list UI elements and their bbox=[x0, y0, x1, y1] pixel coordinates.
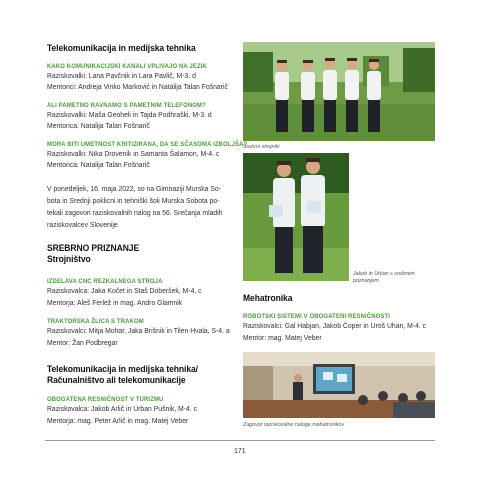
field-heading: Strojništvo bbox=[47, 254, 91, 264]
researchers-line: Raziskovalca: Jaka Kočet in Staš Doberšek, M-4. c bbox=[47, 286, 202, 295]
mentors-line: Mentorja: Aleš Ferlež in mag. Andro Glamnik bbox=[47, 298, 183, 307]
project-title: MORA BITI UMETNOST KRITIZIRANA, DA SE SČASOMA IZBOLJŠA? bbox=[47, 141, 248, 148]
photo-caption bbox=[353, 271, 415, 285]
project-title: TRAKTORSKA ŽLICA S TRAKOM bbox=[47, 318, 144, 325]
body-paragraph bbox=[47, 183, 223, 231]
photo-zagovor bbox=[243, 352, 435, 418]
project-title: OBOGATENA RESNIČNOST V TURIZMU bbox=[47, 396, 164, 403]
project-title: KAKO KOMUNIKACIJSKI KANALI VPLIVAJO NA JEZIK bbox=[47, 63, 207, 70]
mentors-line: Mentor: Žan Podbregar bbox=[47, 338, 118, 347]
footer-rule bbox=[45, 440, 435, 441]
paragraph-line: tekali zagovori raziskovalnih nalog na 56. Srečanja mladih bbox=[47, 208, 223, 217]
paragraph-line: bota in Srednji poklicni in tehniški šoli Murska Sobota po- bbox=[47, 196, 220, 205]
caption-line: priznanjem bbox=[353, 277, 379, 284]
paragraph-line: raziskovalcev Slovenije. bbox=[47, 220, 120, 229]
mentors-line: Mentor: mag. Matej Veber bbox=[243, 333, 322, 342]
researchers-line: Raziskovalki: Maša Geoheli in Tajda Podhraški, M-3. d bbox=[47, 110, 212, 119]
project-title: ALI PAMETNO RAVNAMO S PAMETNIM TELEFONOM? bbox=[47, 102, 206, 109]
section-title-telekomunikacija: Telekomunikacija in medijska tehnika bbox=[47, 43, 196, 53]
researchers-line: Raziskovalci: Gal Habjan, Jakob Čoper in Uroš Uhan, M-4. c bbox=[243, 321, 427, 330]
photo-jakob-urban bbox=[243, 153, 349, 281]
researchers-line: Raziskovalci: Mitja Mohar, Jaka Brišnik in Tilen Hvala, S-4. a bbox=[47, 326, 230, 335]
photo-caption: Zagovor raziskovalne naloge mehatronikov bbox=[243, 422, 344, 428]
paragraph-line: V ponedeljek, 16. maja 2022, so na Gimnaziji Murska So- bbox=[47, 184, 221, 193]
mentors-line: Mentorici: Andreja Vinko Marković in Natalija Talan Fošnarič bbox=[47, 82, 228, 91]
section-title-telekomunikacija-racunalnistvo: Telekomunikacija in medijska tehnika/ bbox=[47, 364, 198, 374]
mentors-line: Mentorja: mag. Peter Arlič in mag. Matej Veber bbox=[47, 416, 189, 425]
researchers-line: Raziskovalca: Jakob Arlič in Urban Pušnik, M-4. c bbox=[47, 404, 198, 413]
award-heading: SREBRNO PRIZNANJE bbox=[47, 243, 140, 253]
project-title: IZDELAVA CNC REZKALNEGA STROJA bbox=[47, 278, 163, 285]
mentors-line: Mentorica: Natalija Talan Fošnarič bbox=[47, 121, 150, 130]
researchers-line: Raziskovalki: Nika Drovenik in Samanta Šalamon, M-4. c bbox=[47, 149, 220, 158]
project-title: ROBOTSKI SISTEMI V OBOGATENI RESNIČNOSTI bbox=[243, 313, 391, 320]
photo-caption: Srebrni strojniki bbox=[243, 144, 280, 150]
mentors-line: Mentorica: Natalija Talan Fošnarič bbox=[47, 160, 150, 169]
researchers-line: Raziskovalki: Lana Pavčnik in Lara Pavlič, M-3. d bbox=[47, 71, 196, 80]
caption-line: Jakob in Urban s srebrnim bbox=[353, 271, 415, 277]
group-photo-strojniki bbox=[243, 42, 435, 141]
section-title-line2: Računalništvo ali telekomunikacije bbox=[47, 375, 186, 385]
page-number: 171 bbox=[234, 448, 246, 455]
section-title-mehatronika: Mehatronika bbox=[243, 293, 293, 303]
